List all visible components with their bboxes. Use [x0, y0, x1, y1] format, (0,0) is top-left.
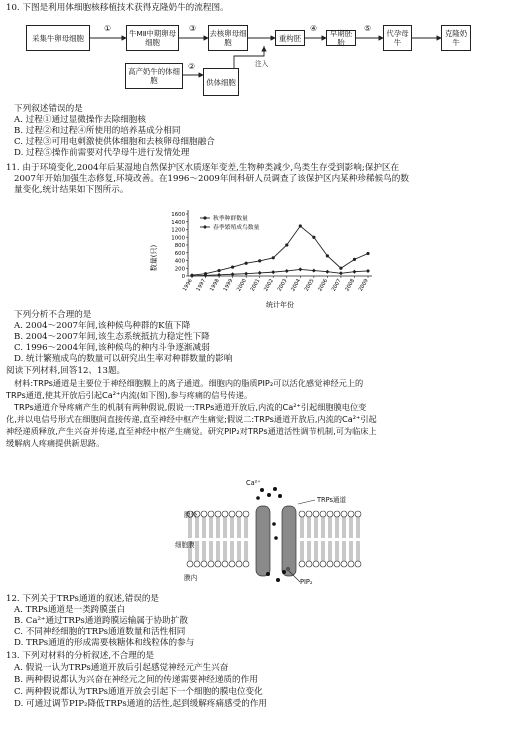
material-p2-line-1: TRPs通道介导疼痛产生的机制有两种假说,假说一:TRPs通道开放后,内流的Ca²⁺引起细胞膜电位变: [14, 402, 367, 412]
phospholipid: [208, 511, 214, 517]
chart-point: [339, 267, 342, 270]
phospholipid: [231, 541, 233, 561]
phospholipid: [299, 511, 305, 517]
material-p1-line-1: 材料:TRPs通道是主要位于神经细胞膜上的离子通道。细胞内的脂质PIP₂可以活化感觉神经元上的: [14, 378, 364, 388]
phospholipid: [320, 511, 326, 517]
phospholipid: [299, 561, 305, 567]
phospholipid: [348, 511, 354, 517]
flow-box-somatic-cell: 高产奶牛的体细胞: [125, 63, 183, 89]
chart-ytick-label: 200: [174, 266, 185, 273]
chart-point: [244, 272, 248, 276]
q12-stem: 12. 下列关于TRPs通道的叙述,错误的是: [6, 594, 160, 604]
phospholipid: [201, 511, 207, 517]
chart-ytick-label: 400: [174, 258, 185, 265]
phospholipid: [322, 541, 324, 561]
chart-xtick-label: 2000: [236, 278, 248, 293]
chart-point: [271, 270, 275, 274]
pip2-molecule: [286, 567, 290, 571]
chart-ytick-label: 0: [181, 274, 185, 280]
phospholipid: [334, 561, 340, 567]
chart-xlabel: 统计年份: [266, 301, 294, 309]
q11-option-d: D. 统计繁殖成鸟的数量可以研究出生率对种群数量的影响: [14, 354, 233, 364]
phospholipid: [231, 517, 233, 538]
chart-xtick-label: 1997: [195, 278, 208, 293]
chart-ytick-label: 1600: [171, 212, 185, 218]
phospholipid: [187, 561, 193, 567]
phospholipid: [210, 517, 212, 538]
trps-channel-label: TRPs通道: [317, 496, 347, 504]
phospholipid: [313, 561, 319, 567]
chart-point: [285, 243, 288, 246]
flow-box-early-embryo: 早期胚胎: [326, 30, 356, 46]
step-4-label: ④: [310, 24, 318, 33]
phospholipid: [245, 517, 247, 538]
flow-box-reconstructed-embryo: 重构胚: [275, 30, 305, 46]
phospholipid: [203, 517, 205, 538]
trp-channel-right-subunit: [282, 506, 296, 576]
phospholipid: [189, 517, 191, 538]
phospholipid: [243, 511, 249, 517]
chart-point: [285, 269, 289, 273]
phospholipid: [194, 561, 200, 567]
phospholipid: [243, 561, 249, 567]
phospholipid: [355, 561, 361, 567]
phospholipid: [301, 541, 303, 561]
q13-option-a: A. 假说一认为TRPs通道开放后引起感觉神经元产生兴奋: [14, 663, 229, 673]
chart-point: [366, 269, 370, 273]
phospholipid: [196, 541, 198, 561]
chart-ytick-label: 800: [174, 243, 185, 249]
chart-xtick-label: 2008: [344, 278, 357, 293]
phospholipid: [350, 517, 352, 538]
q12-option-a: A. TRPs通道是一类跨膜蛋白: [14, 605, 126, 615]
phospholipid: [348, 561, 354, 567]
phospholipid: [350, 541, 352, 561]
phospholipid: [334, 511, 340, 517]
pip2-label: PIP₂: [300, 578, 313, 586]
phospholipid: [341, 561, 347, 567]
chart-point: [258, 259, 261, 262]
phospholipid: [308, 541, 310, 561]
q10-option-c: C. 过程③可用电刺激使供体细胞和去核卵母细胞融合: [14, 137, 215, 147]
phospholipid: [329, 541, 331, 561]
chart-point: [217, 269, 220, 272]
phospholipid: [222, 561, 228, 567]
step-5-label: ⑤: [364, 24, 372, 33]
material-p2-line-4: 缓解病人疼痛提供新思路。: [6, 438, 105, 448]
chart-xtick-label: 2001: [249, 278, 262, 293]
trp-channel-left-subunit: [256, 506, 270, 576]
phospholipid: [357, 541, 359, 561]
phospholipid: [224, 541, 226, 561]
flow-box-surrogate-cow: 代孕母牛: [383, 25, 412, 51]
chart-point: [272, 256, 275, 259]
inject-label: 注入: [255, 60, 269, 68]
phospholipid: [315, 517, 317, 538]
phospholipid: [315, 541, 317, 561]
phospholipid: [238, 517, 240, 538]
phospholipid: [208, 561, 214, 567]
flow-box-donor-cell: 供体细胞: [203, 68, 239, 96]
phospholipid: [306, 561, 312, 567]
phospholipid: [357, 517, 359, 538]
phospholipid: [203, 541, 205, 561]
phospholipid: [327, 511, 333, 517]
chart-ytick-label: 600: [174, 250, 185, 257]
chart-ytick-label: 1400: [171, 219, 185, 226]
q12-option-d: D. TRPs通道的形成需要核糖体和线粒体的参与: [14, 638, 195, 648]
q13-option-c: C. 两种假说都认为TRPs通道开放会引起下一个细胞的膜电位变化: [14, 687, 263, 697]
q11-stem-line-2: 2007年开始加强生态修复,环境改善。在1996～2009年间科研人员调查了该保护区内某种珍稀候鸟的数: [14, 174, 409, 184]
material-p2-line-2: 化,并以电信号形式在细胞间直接传递,直至神经中枢产生痛觉;假说二:TRPs通道开放后,内流的Ca²⁺引起: [6, 414, 377, 424]
legend-marker: [203, 225, 207, 229]
chart-point: [325, 270, 329, 274]
phospholipid: [301, 517, 303, 538]
step-1-label: ①: [104, 24, 112, 33]
chart-xtick-label: 2009: [357, 278, 370, 293]
chart-ytick-label: 1200: [171, 227, 185, 234]
phospholipid: [217, 541, 219, 561]
phospholipid: [322, 517, 324, 538]
chart-point: [299, 224, 302, 227]
outside-label: 膜外: [184, 511, 198, 519]
chart-point: [190, 274, 194, 278]
chart-xtick-label: 2005: [303, 278, 316, 293]
q11-prompt: 下列分析不合理的是: [14, 310, 92, 320]
phospholipid: [308, 517, 310, 538]
phospholipid: [217, 517, 219, 538]
phospholipid: [238, 541, 240, 561]
phospholipid: [210, 541, 212, 561]
q13-option-b: B. 两种假说都认为兴奋在神经元之间的传递需要神经递质的作用: [14, 675, 258, 685]
chart-xtick-label: 1999: [222, 278, 235, 293]
phospholipid: [196, 517, 198, 538]
q11-stem-line-1: 11. 由于环境变化,2004年后某湿地自然保护区水质逐年变差,生物种类减少,鸟类生存受到影响;保护区在: [6, 163, 400, 173]
chart-point: [326, 254, 329, 257]
phospholipid: [327, 561, 333, 567]
reading-intro: 阅读下列材料,回答12、13题。: [6, 366, 126, 376]
inside-label: 膜内: [184, 574, 198, 582]
phospholipid: [201, 561, 207, 567]
step-2-label: ②: [188, 62, 196, 71]
phospholipid: [355, 511, 361, 517]
chart-point: [312, 269, 316, 273]
q10-option-b: B. 过程②和过程④所使用的培养基成分相同: [14, 126, 181, 136]
phospholipid: [229, 511, 235, 517]
phospholipid: [313, 511, 319, 517]
chart-point: [258, 271, 262, 275]
phospholipid: [229, 561, 235, 567]
q12-option-c: C. 不同神经细胞的TRPs通道数量和活性相同: [14, 627, 186, 637]
chart-ylabel: 数量(只): [150, 244, 158, 272]
chart-point: [298, 267, 302, 271]
phospholipid: [320, 561, 326, 567]
legend-label: 秋季种群数量: [213, 216, 248, 223]
q10-option-a: A. 过程①通过显微操作去除细胞核: [14, 115, 146, 125]
chart-xtick-label: 1998: [209, 278, 221, 293]
chart-point: [366, 252, 369, 255]
flow-arrows: [0, 0, 512, 110]
phospholipid: [245, 541, 247, 561]
chart-point: [231, 265, 234, 268]
flow-box-mii-oocyte: 牛MⅡ中期卵母细胞: [126, 25, 179, 51]
q10-option-d: D. 过程⑤操作前需要对代孕母牛进行发情处理: [14, 148, 190, 158]
material-p2-line-3: 神经递质释放,产生兴奋并传递,直至神经中枢产生痛觉。研究PIP₂对TRPs通道活性调节机制,可为临床上: [6, 426, 377, 436]
phospholipid: [336, 517, 338, 538]
flow-box-collect-oocyte: 采集牛卵母细胞: [26, 25, 90, 51]
phospholipid: [343, 541, 345, 561]
q11-option-b: B. 2004～2007年间,该生态系统抵抗力稳定性下降: [14, 332, 210, 342]
phospholipid: [336, 541, 338, 561]
calcium-label: Ca²⁺: [246, 479, 261, 487]
q11-option-a: A. 2004～2007年间,该种候鸟种群的K值下降: [14, 321, 191, 331]
q10-stem: 10. 下图是利用体细胞核移植技术获得克隆奶牛的流程图。: [6, 3, 229, 13]
phospholipid: [343, 517, 345, 538]
chart-point: [245, 262, 248, 265]
step-3-label: ③: [189, 24, 197, 33]
q11-stem-line-3: 量变化,统计结果如下图所示。: [14, 185, 129, 195]
chart-xtick-label: 1996: [181, 278, 194, 293]
q10-prompt: 下列叙述错误的是: [14, 104, 83, 114]
chart-ytick-label: 1000: [171, 235, 185, 242]
phospholipid: [236, 511, 242, 517]
phospholipid: [222, 511, 228, 517]
q13-stem: 13. 下列对材料的分析叙述,不合理的是: [6, 651, 155, 661]
q13-option-d: D. 可通过调节PIP₂降低TRPs通道的活性,起到缓解疼痛感受的作用: [14, 699, 268, 709]
q11-option-c: C. 1996～2004年间,该种候鸟的种内斗争逐渐减弱: [14, 343, 210, 353]
chart-point: [353, 258, 356, 261]
chart-point: [339, 271, 343, 275]
cell-membrane-label: 细胞膜: [175, 541, 195, 549]
phospholipid: [306, 511, 312, 517]
chart-point: [352, 270, 356, 274]
chart-xtick-label: 2004: [290, 278, 303, 293]
phospholipid: [215, 511, 221, 517]
chart-xtick-label: 2002: [263, 278, 275, 293]
phospholipid: [215, 561, 221, 567]
flow-box-enucleated-oocyte: 去核卵母细胞: [208, 25, 248, 51]
phospholipid: [224, 517, 226, 538]
bird-population-chart: [150, 200, 380, 310]
phospholipid: [329, 517, 331, 538]
phospholipid: [341, 511, 347, 517]
q12-option-b: B. Ca²⁺通过TRPs通道跨膜运输属于协助扩散: [14, 616, 188, 626]
chart-xtick-label: 2003: [276, 278, 289, 293]
phospholipid: [236, 561, 242, 567]
chart-xtick-label: 2006: [317, 278, 330, 293]
legend-marker: [203, 216, 206, 219]
material-p1-line-2: TRPs通道,使其开放后引起Ca²⁺内流(如下图),参与疼痛的信号传递。: [6, 390, 253, 400]
legend-label: 春季繁殖成鸟数量: [213, 225, 260, 232]
chart-xtick-label: 2007: [330, 278, 343, 293]
chart-point: [312, 236, 315, 239]
flow-box-cloned-cow: 克隆奶牛: [441, 25, 471, 51]
